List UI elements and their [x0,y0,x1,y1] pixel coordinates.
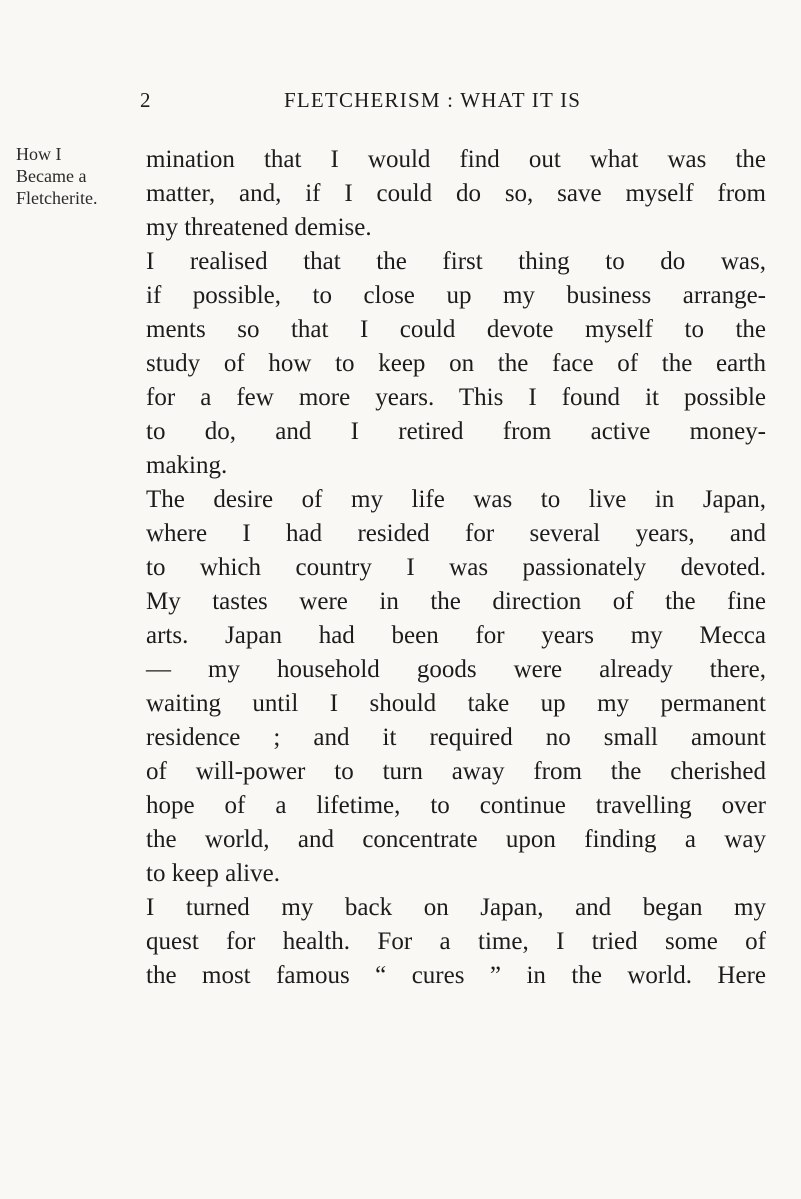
text-line: to keep alive. [146,860,280,887]
margin-note-line: Became a [16,166,87,186]
margin-note-line: Fletcherite. [16,188,98,208]
text-line: mination that I would find out what was the [146,146,766,173]
text-line: I turned my back on Japan, and began my [146,894,766,921]
text-line: where I had resided for several years, and [146,520,766,547]
text-line: matter, and, if I could do so, save myself from [146,180,766,207]
text-line: if possible, to close up my business arrange- [146,282,766,309]
page-number: 2 [140,88,152,112]
text-line: hope of a lifetime, to continue travelling over [146,792,766,819]
text-line: quest for health. For a time, I tried some of [146,928,766,955]
text-line: to which country I was passionately devoted. [146,554,766,581]
text-line: to do, and I retired from active money- [146,418,766,445]
margin-note-line: How I [16,144,62,164]
text-line: my threatened demise. [146,214,372,241]
text-line: — my household goods were already there, [146,656,766,683]
text-line: the most famous “ cures ” in the world. Here [146,962,766,989]
text-line: residence ; and it required no small amount [146,724,766,751]
text-line: of will-power to turn away from the cherished [146,758,766,785]
text-line: The desire of my life was to live in Japan, [146,486,766,513]
margin-note [16,143,146,209]
text-line: for a few more years. This I found it possible [146,384,766,411]
text-line: ments so that I could devote myself to the [146,316,766,343]
text-line: the world, and concentrate upon finding a way [146,826,766,853]
text-line: waiting until I should take up my permanent [146,690,766,717]
running-head [140,88,760,122]
text-line: making. [146,452,228,479]
text-line: My tastes were in the direction of the fine [146,588,766,615]
text-line: arts. Japan had been for years my Mecca [146,622,766,649]
text-line: study of how to keep on the face of the earth [146,350,766,377]
running-title: FLETCHERISM : WHAT IT IS [284,88,582,112]
text-line: I realised that the first thing to do was, [146,248,766,275]
